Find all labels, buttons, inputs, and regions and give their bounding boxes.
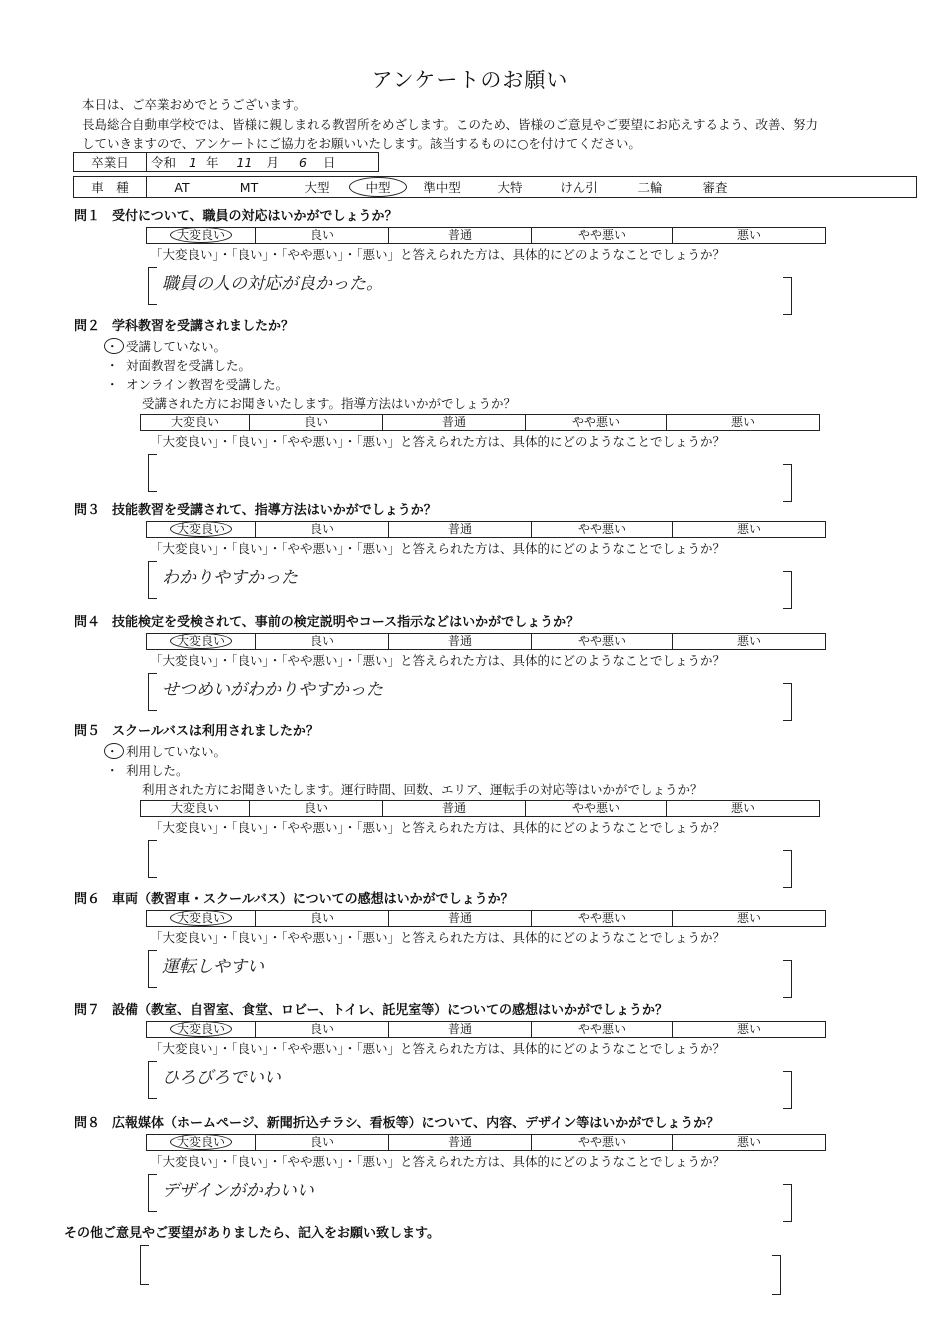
rating-option-5[interactable] bbox=[667, 801, 820, 817]
rating-label: 普通 bbox=[447, 911, 472, 925]
rating-option-2[interactable] bbox=[256, 1135, 389, 1151]
rating-label: 良い bbox=[309, 1135, 334, 1149]
question-number: 問４ bbox=[74, 615, 101, 630]
vehicle-type-5[interactable]: 大特 bbox=[497, 180, 523, 195]
day-unit: 日 bbox=[323, 155, 336, 170]
comment-bracket-left bbox=[148, 454, 157, 492]
rating-option-1[interactable] bbox=[147, 228, 256, 244]
rating-option-3[interactable] bbox=[389, 634, 532, 650]
rating-scale-8 bbox=[146, 1134, 826, 1151]
comment-bracket-right bbox=[783, 571, 792, 609]
followup-prompt-5: 「大変良い」・「良い」・「やや悪い」・「悪い」と答えられた方は、具体的にどのようなことでしょうか？ bbox=[150, 820, 726, 835]
rating-label: やや悪い bbox=[577, 1135, 626, 1149]
rating-scale-4 bbox=[146, 633, 826, 650]
rating-label: 普通 bbox=[447, 1022, 472, 1036]
rating-label: 悪い bbox=[736, 228, 761, 242]
question-number: 問７ bbox=[74, 1003, 101, 1018]
vehicle-type-6[interactable]: けん引 bbox=[560, 180, 598, 195]
selected-option-mark bbox=[104, 743, 124, 759]
option-5-1[interactable]: 利用した。 bbox=[126, 763, 189, 778]
followup-prompt-6: 「大変良い」・「良い」・「やや悪い」・「悪い」と答えられた方は、具体的にどのようなことでしょうか？ bbox=[150, 930, 726, 945]
rating-option-5[interactable] bbox=[673, 1022, 826, 1038]
question-title-8 bbox=[74, 1112, 719, 1131]
other-comment-field[interactable] bbox=[160, 1252, 760, 1282]
question-title-4 bbox=[74, 611, 579, 630]
question-text: 技能教習を受講されて、指導方法はいかがでしょうか？ bbox=[112, 503, 437, 518]
rating-scale-3 bbox=[146, 521, 826, 538]
question-number: 問１ bbox=[74, 209, 101, 224]
question-text: 学科教習を受講されましたか？ bbox=[112, 319, 295, 334]
rating-option-1[interactable] bbox=[147, 911, 256, 927]
question-number: 問６ bbox=[74, 892, 101, 907]
sub-question-2: 受講された方にお聞きいたします。指導方法はいかがでしょうか？ bbox=[142, 396, 517, 411]
question-title-3 bbox=[74, 499, 437, 518]
year-value: 1 bbox=[189, 155, 197, 170]
comment-bracket-right bbox=[783, 850, 792, 888]
comment-field-1[interactable]: 職員の人の対応が良かった。 bbox=[162, 274, 383, 294]
intro-line-1: 本日は、ご卒業おめでとうございます。 bbox=[82, 97, 307, 112]
rating-option-3[interactable] bbox=[389, 911, 532, 927]
option-2-0[interactable]: 受講していない。 bbox=[126, 339, 227, 354]
rating-option-5[interactable] bbox=[673, 522, 826, 538]
rating-option-5[interactable] bbox=[667, 415, 820, 431]
comment-bracket-left bbox=[148, 950, 157, 988]
option-5-0[interactable]: 利用していない。 bbox=[126, 744, 227, 759]
comment-bracket-right bbox=[783, 683, 792, 721]
rating-label: やや悪い bbox=[577, 634, 626, 648]
rating-label: 悪い bbox=[736, 522, 761, 536]
rating-option-1[interactable] bbox=[147, 522, 256, 538]
survey-title: アンケートのお願い bbox=[371, 68, 569, 92]
option-bullet: ・ bbox=[106, 763, 119, 778]
intro-line-3: していきますので、アンケートにご協力をお願いいたします。該当するものに○を付けてください。 bbox=[82, 136, 641, 151]
sub-question-5: 利用された方にお聞きいたします。運行時間、回数、エリア、運転手の対応等はいかがでしょうか？ bbox=[142, 782, 703, 797]
vehicle-type-4[interactable]: 準中型 bbox=[423, 180, 461, 195]
vehicle-type-0[interactable]: AT bbox=[174, 180, 190, 195]
rating-label: 良い bbox=[309, 228, 334, 242]
question-title-2 bbox=[74, 315, 294, 334]
followup-prompt-8: 「大変良い」・「良い」・「やや悪い」・「悪い」と答えられた方は、具体的にどのようなことでしょうか？ bbox=[150, 1154, 726, 1169]
rating-option-2[interactable] bbox=[256, 634, 389, 650]
intro-line-2: 長島総合自動車学校では、皆様に親しまれる教習所をめざします。このため、皆様のご意見やご要望にお応えするよう、改善、努力 bbox=[82, 117, 819, 132]
rating-option-2[interactable] bbox=[250, 415, 383, 431]
vehicle-type-list bbox=[151, 180, 745, 195]
vehicle-label: 車 種 bbox=[74, 177, 147, 197]
rating-label: 良い bbox=[303, 801, 328, 815]
rating-option-4[interactable] bbox=[532, 1135, 673, 1151]
vehicle-type-1[interactable]: MT bbox=[239, 180, 259, 195]
rating-label: 悪い bbox=[736, 634, 761, 648]
rating-option-4[interactable] bbox=[532, 522, 673, 538]
comment-field-8[interactable]: デザインがかわいい bbox=[162, 1181, 314, 1201]
comment-field-7[interactable]: ひろびろでいい bbox=[162, 1068, 281, 1088]
era: 令和 bbox=[151, 155, 177, 170]
rating-option-5[interactable] bbox=[673, 228, 826, 244]
other-comments-title: その他ご意見やご要望がありましたら、記入をお願い致します。 bbox=[64, 1226, 440, 1241]
rating-label: 大変良い bbox=[170, 633, 232, 649]
rating-option-2[interactable] bbox=[250, 801, 383, 817]
option-2-2[interactable]: オンライン教習を受講した。 bbox=[126, 377, 289, 392]
question-number: 問８ bbox=[74, 1116, 101, 1131]
followup-prompt-3: 「大変良い」・「良い」・「やや悪い」・「悪い」と答えられた方は、具体的にどのようなことでしょうか？ bbox=[150, 541, 726, 556]
rating-option-2[interactable] bbox=[256, 1022, 389, 1038]
rating-option-1[interactable] bbox=[147, 1022, 256, 1038]
other-bracket-left bbox=[140, 1245, 149, 1285]
graduation-date[interactable] bbox=[147, 153, 379, 171]
rating-scale-2 bbox=[140, 414, 820, 431]
question-number: 問３ bbox=[74, 503, 101, 518]
rating-option-3[interactable] bbox=[389, 1022, 532, 1038]
comment-bracket-left bbox=[148, 840, 157, 878]
rating-label: やや悪い bbox=[571, 415, 620, 429]
comment-bracket-right bbox=[783, 277, 792, 315]
rating-option-4[interactable] bbox=[532, 228, 673, 244]
rating-option-4[interactable] bbox=[532, 911, 673, 927]
vehicle-type-8[interactable]: 審査 bbox=[702, 180, 728, 195]
rating-label: 普通 bbox=[441, 415, 466, 429]
day-value: 6 bbox=[299, 155, 307, 170]
comment-field-4[interactable]: せつめいがわかりやすかった bbox=[162, 680, 383, 700]
question-number: 問５ bbox=[74, 724, 101, 739]
rating-option-3[interactable] bbox=[383, 415, 526, 431]
comment-bracket-right bbox=[783, 1071, 792, 1109]
question-text: 設備（教室、自習室、食堂、ロビー、トイレ、託児室等）についての感想はいかがでしょうか？ bbox=[112, 1003, 669, 1018]
rating-label: 悪い bbox=[730, 415, 755, 429]
question-title-5 bbox=[74, 720, 319, 739]
comment-bracket-left bbox=[148, 561, 157, 599]
option-2-1[interactable]: 対面教習を受講した。 bbox=[126, 358, 252, 373]
rating-label: 大変良い bbox=[170, 227, 232, 243]
rating-option-2[interactable] bbox=[256, 911, 389, 927]
comment-field-5[interactable] bbox=[162, 842, 762, 872]
question-text: 車両（教習車・スクールバス）についての感想はいかがでしょうか？ bbox=[112, 892, 514, 907]
rating-label: 大変良い bbox=[170, 910, 232, 926]
comment-bracket-left bbox=[148, 1174, 157, 1212]
vehicle-row bbox=[73, 176, 917, 198]
rating-label: 普通 bbox=[441, 801, 466, 815]
rating-option-5[interactable] bbox=[673, 911, 826, 927]
rating-label: 悪い bbox=[736, 911, 761, 925]
option-bullet: ・ bbox=[106, 358, 119, 373]
rating-label: 大変良い bbox=[170, 1134, 232, 1150]
graduation-label: 卒業日 bbox=[74, 153, 147, 171]
rating-label: 普通 bbox=[447, 228, 472, 242]
rating-label: やや悪い bbox=[571, 801, 620, 815]
question-number: 問２ bbox=[74, 319, 101, 334]
rating-option-5[interactable] bbox=[673, 1135, 826, 1151]
rating-label: 大変良い bbox=[170, 801, 219, 815]
question-text: スクールバスは利用されましたか？ bbox=[112, 724, 319, 739]
rating-label: やや悪い bbox=[577, 522, 626, 536]
rating-label: 悪い bbox=[736, 1022, 761, 1036]
rating-label: 悪い bbox=[736, 1135, 761, 1149]
question-title-7 bbox=[74, 999, 668, 1018]
comment-bracket-left bbox=[148, 673, 157, 711]
rating-option-1[interactable] bbox=[141, 801, 250, 817]
comment-field-6[interactable]: 運転しやすい bbox=[162, 957, 264, 977]
question-title-6 bbox=[74, 888, 514, 907]
year-unit: 年 bbox=[206, 155, 219, 170]
rating-option-5[interactable] bbox=[673, 634, 826, 650]
option-bullet: ・ bbox=[106, 377, 119, 392]
followup-prompt-7: 「大変良い」・「良い」・「やや悪い」・「悪い」と答えられた方は、具体的にどのようなことでしょうか？ bbox=[150, 1041, 726, 1056]
question-text: 受付について、職員の対応はいかがでしょうか？ bbox=[112, 209, 398, 224]
followup-prompt-1: 「大変良い」・「良い」・「やや悪い」・「悪い」と答えられた方は、具体的にどのようなことでしょうか？ bbox=[150, 247, 726, 262]
rating-label: 良い bbox=[309, 522, 334, 536]
rating-label: 普通 bbox=[447, 634, 472, 648]
rating-option-3[interactable] bbox=[383, 801, 526, 817]
comment-bracket-right bbox=[783, 1184, 792, 1222]
rating-option-4[interactable] bbox=[532, 634, 673, 650]
option-bullet: ・ bbox=[106, 339, 119, 354]
rating-label: 大変良い bbox=[170, 1021, 232, 1037]
vehicle-type-7[interactable]: 二輪 bbox=[637, 180, 663, 195]
vehicle-types bbox=[147, 177, 917, 197]
comment-field-3[interactable]: わかりやすかった bbox=[162, 568, 298, 588]
comment-bracket-right bbox=[783, 960, 792, 998]
question-text: 技能検定を受検されて、事前の検定説明やコース指示などはいかがでしょうか？ bbox=[112, 615, 580, 630]
rating-option-3[interactable] bbox=[389, 522, 532, 538]
rating-label: 良い bbox=[309, 634, 334, 648]
rating-label: やや悪い bbox=[577, 1022, 626, 1036]
rating-option-4[interactable] bbox=[526, 801, 667, 817]
rating-scale-5 bbox=[140, 800, 820, 817]
rating-option-2[interactable] bbox=[256, 228, 389, 244]
rating-option-3[interactable] bbox=[389, 228, 532, 244]
month-unit: 月 bbox=[266, 155, 280, 170]
rating-option-1[interactable] bbox=[147, 634, 256, 650]
question-title-1 bbox=[74, 205, 397, 224]
month-value: 11 bbox=[236, 155, 253, 170]
rating-label: 普通 bbox=[447, 522, 472, 536]
rating-scale-1 bbox=[146, 227, 826, 244]
rating-option-1[interactable] bbox=[141, 415, 250, 431]
option-bullet: ・ bbox=[106, 744, 119, 759]
other-bracket-right bbox=[772, 1255, 781, 1295]
rating-scale-7 bbox=[146, 1021, 826, 1038]
comment-bracket-right bbox=[783, 464, 792, 502]
comment-bracket-left bbox=[148, 267, 157, 305]
followup-prompt-2: 「大変良い」・「良い」・「やや悪い」・「悪い」と答えられた方は、具体的にどのようなことでしょうか？ bbox=[150, 434, 726, 449]
rating-label: やや悪い bbox=[577, 911, 626, 925]
question-text: 広報媒体（ホームページ、新聞折込チラシ、看板等）について、内容、デザイン等はいかがでしょうか？ bbox=[112, 1116, 720, 1131]
followup-prompt-4: 「大変良い」・「良い」・「やや悪い」・「悪い」と答えられた方は、具体的にどのようなことでしょうか？ bbox=[150, 653, 726, 668]
rating-label: 普通 bbox=[447, 1135, 472, 1149]
rating-label: 大変良い bbox=[170, 415, 219, 429]
rating-label: 良い bbox=[303, 415, 328, 429]
rating-option-2[interactable] bbox=[256, 522, 389, 538]
rating-option-1[interactable] bbox=[147, 1135, 256, 1151]
rating-option-4[interactable] bbox=[532, 1022, 673, 1038]
comment-bracket-left bbox=[148, 1061, 157, 1099]
rating-label: やや悪い bbox=[577, 228, 626, 242]
rating-label: 良い bbox=[309, 911, 334, 925]
rating-option-3[interactable] bbox=[389, 1135, 532, 1151]
comment-field-2[interactable] bbox=[162, 456, 762, 486]
rating-label: 大変良い bbox=[170, 521, 232, 537]
rating-scale-6 bbox=[146, 910, 826, 927]
rating-label: 良い bbox=[309, 1022, 334, 1036]
vehicle-type-2[interactable]: 大型 bbox=[304, 180, 330, 195]
rating-option-4[interactable] bbox=[526, 415, 667, 431]
vehicle-type-3[interactable]: 中型 bbox=[349, 177, 407, 197]
selected-option-mark bbox=[104, 338, 124, 354]
graduation-row bbox=[73, 152, 379, 172]
rating-label: 悪い bbox=[730, 801, 755, 815]
